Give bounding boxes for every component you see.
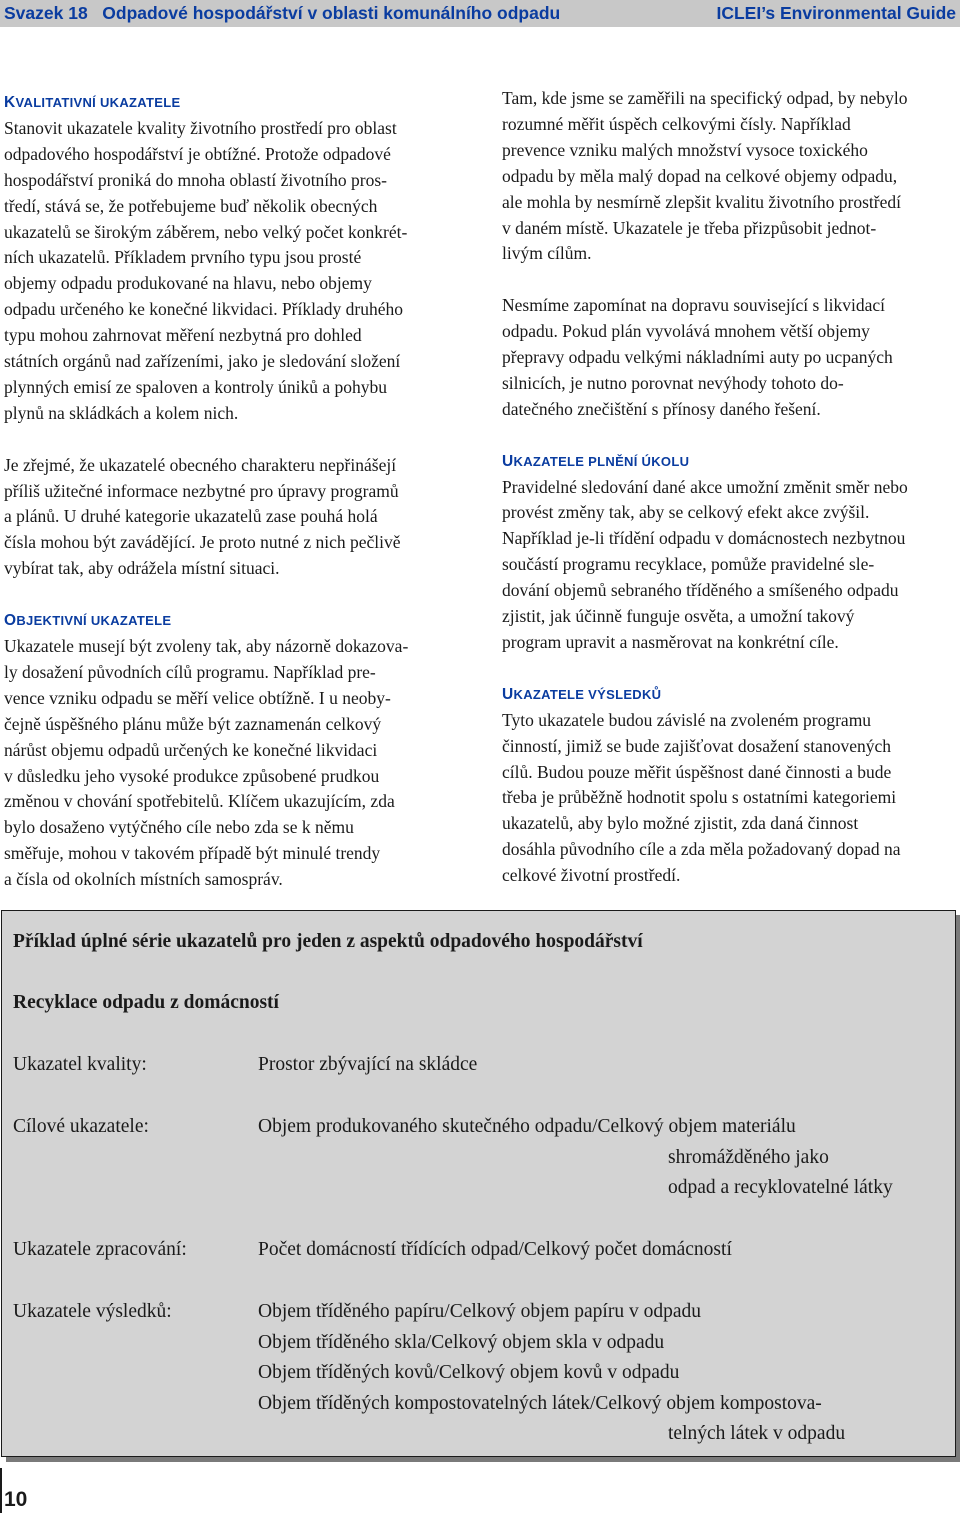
text-line: v důsledku jeho vysoké produkce způsobené prudkou (4, 765, 380, 786)
paragraph-performance (502, 475, 958, 656)
text-line: součástí programu recyklace, pomůže pravidelné sle- (502, 554, 875, 575)
text-line: ukazatelů se širokým záběrem, nebo velký počet konkrét- (4, 221, 408, 242)
quality-indicator-value: Prostor zbývající na skládce (258, 1054, 478, 1075)
text-line: objemy odpadu produkované na hlavu, nebo objemy (4, 273, 372, 294)
text-line: a čísla od okolních místních samospráv. (4, 869, 283, 890)
left-column (4, 90, 474, 893)
box-subheading: Recyklace odpadu z domácností (13, 992, 279, 1013)
quality-indicator-label: Ukazatel kvality: (13, 1054, 147, 1075)
text-line: odpadu. Pokud plán vyvolává mnohem větší objemy (502, 321, 870, 342)
page-number: 10 (4, 1488, 28, 1511)
text-line: ale mohla by nesmírně zlepšit kvalitu životního prostředí (502, 191, 902, 212)
paragraph-results (502, 708, 958, 889)
section-title-results: UKAZATELE VÝSLEDKŮ (502, 685, 662, 703)
target-indicators-value: Objem produkovaného skutečného odpadu/Celkový objem materiálu shromážděného jako odpad a recyklovatelné látky (258, 1116, 893, 1199)
text-line: dování objemů sebraného tříděného a smíšeného odpadu (502, 580, 899, 601)
text-line: Nesmíme zapomínat na dopravu související s likvidací (502, 295, 885, 316)
text-line: cílů. Budou pouze měřit úspěšnost dané činnosti a bude (502, 761, 892, 782)
process-indicators-value: Počet domácností třídících odpad/Celkový počet domácností (258, 1239, 732, 1260)
text-line: tředí, stává se, že potřebujeme buď několik obecných (4, 195, 378, 216)
text-line: silnicích, je nutno porovnat nevýhody tohoto do- (502, 372, 844, 393)
text-line: Ukazatele musejí být zvoleny tak, aby názorně dokazova- (4, 636, 409, 656)
text-line: program upravit a nasměrovat na konkrétní cíle. (502, 632, 839, 652)
target-indicators-label: Cílové ukazatele: (13, 1116, 149, 1137)
header-title: Svazek 18 Odpadové hospodářství v oblasti komunálního odpadu (4, 3, 561, 23)
text-line: Stanovit ukazatele kvality životního prostředí pro oblast (4, 117, 397, 138)
text-line: vybírat tak, aby odrážela místní situaci. (4, 558, 280, 579)
text-line: ly dosažení původních cílů programu. Například pre- (4, 661, 376, 682)
text-line: třeba je průběžně hodnotit spolu s ostatními kategoriemi (502, 787, 897, 808)
text-line: odpadového hospodářství je obtížné. Protože odpadové (4, 143, 391, 164)
text-line: odpadu by měla malý dopad na celkové objemy odpadu, (502, 165, 898, 186)
text-line: přepravy odpadu velkými nákladními auty po ucpaných (502, 347, 893, 368)
text-line: rozumné měřit úspěch celkovými čísly. Například (502, 113, 851, 134)
paragraph-objective (4, 634, 474, 893)
paragraph-quality (4, 116, 474, 427)
text-line: Například je-li třídění odpadu v domácnostech nezbytnou (502, 528, 906, 549)
text-line: Pravidelné sledování dané akce umožní změnit směr nebo (502, 476, 908, 497)
text-line: bylo dosaženo vytýčného cíle nebo zda se k němu (4, 817, 354, 838)
text-line: Tam, kde jsme se zaměřili na specifický odpad, by nebylo (502, 88, 908, 108)
text-line: ních ukazatelů. Příkladem prvního typu jsou prosté (4, 247, 362, 268)
text-line: Tyto ukazatele budou závislé na zvoleném programu (502, 709, 872, 730)
paragraph-transport (502, 293, 958, 423)
result-indicators-value: Objem tříděného papíru/Celkový objem papíru v odpadu Objem tříděného skla/Celkový objem skla v odpadu Objem tříděných kovů/Celkový objem kovů v odpadu Objem tříděných kompostovatelných látek/Celkový objem kompostova- telných látek v odpadu (258, 1301, 846, 1445)
text-line: livým cílům. (502, 243, 592, 264)
process-indicators-label: Ukazatele zpracování: (13, 1239, 187, 1260)
result-indicators-label: Ukazatele výsledků: (13, 1301, 172, 1322)
text-line: provést změny tak, aby se celkový efekt akce zvýšil. (502, 502, 870, 523)
section-title-objective: OBJEKTIVNÍ UKAZATELE (4, 612, 172, 630)
text-line: Je zřejmé, že ukazatelé obecného charakteru nepřinášejí (4, 454, 397, 475)
text-line: prevence vzniku malých množství vysoce toxického (502, 139, 868, 160)
text-line: celkové životní prostředí. (502, 865, 681, 886)
header-guide-name: ICLEI’s Environmental Guide (716, 3, 956, 23)
text-line: čísla mohou být zavádějící. Je proto nutné z nich pečlivě (4, 532, 401, 553)
text-line: nárůst objemu odpadů určených ke konečné likvidaci (4, 739, 378, 760)
text-line: příliš užitečné informace nezbytné pro úpravy programů (4, 480, 399, 501)
text-line: činností, jimiž se bude zajišťovat dosažení stanovených (502, 735, 891, 756)
text-line: plynů na skládkách a kolem nich. (4, 402, 239, 423)
text-line: vence vzniku odpadu se měří velice obtížně. I u neoby- (4, 687, 391, 708)
text-line: plynných emisí ze spaloven a kontroly úniků a pohybu (4, 376, 387, 397)
right-column (502, 86, 958, 889)
text-line: ukazatelů, aby bylo možné zjistit, zda daná činnost (502, 813, 859, 834)
text-line: hospodářství proniká do mnoha oblastí životního pros- (4, 169, 388, 190)
text-line: čejně úspěšného plánu může být zaznamenán celkový (4, 713, 382, 734)
text-line: odpadu určeného ke konečné likvidaci. Příklady druhého (4, 299, 403, 320)
text-line: zjistit, jak účinně funguje osvěta, a umožní takový (502, 606, 855, 627)
section-title-quality: KVALITATIVNÍ UKAZATELE (4, 94, 181, 111)
section-title-performance: UKAZATELE PLNĚNÍ ÚKOLU (502, 452, 690, 470)
page-number-rule (0, 1468, 2, 1513)
box-heading: Příklad úplné série ukazatelů pro jeden z aspektů odpadového hospodářství (13, 931, 643, 952)
text-line: typu mohou zahrnovat měření nezbytná pro dohled (4, 325, 362, 346)
text-line: směřuje, mohou v takovém případě být minulé trendy (4, 843, 381, 864)
example-box (1, 910, 956, 1457)
text-line: státních orgánů nad zařízeními, jako je sledování složení (4, 351, 401, 372)
paragraph-general (4, 453, 474, 583)
text-line: dosáhla původního cíle a zda měla požadovaný dopad na (502, 839, 901, 860)
text-line: změnou v chování spotřebitelů. Klíčem ukazujícím, zda (4, 791, 395, 812)
running-header (0, 0, 960, 27)
text-line: a plánů. U druhé kategorie ukazatelů zase pouhá holá (4, 506, 378, 527)
text-line: v daném místě. Ukazatele je třeba přizpůsobit jednot- (502, 217, 877, 238)
text-line: datečného znečištění s přínosy daného řešení. (502, 398, 821, 419)
paragraph-specific-waste (502, 86, 958, 267)
